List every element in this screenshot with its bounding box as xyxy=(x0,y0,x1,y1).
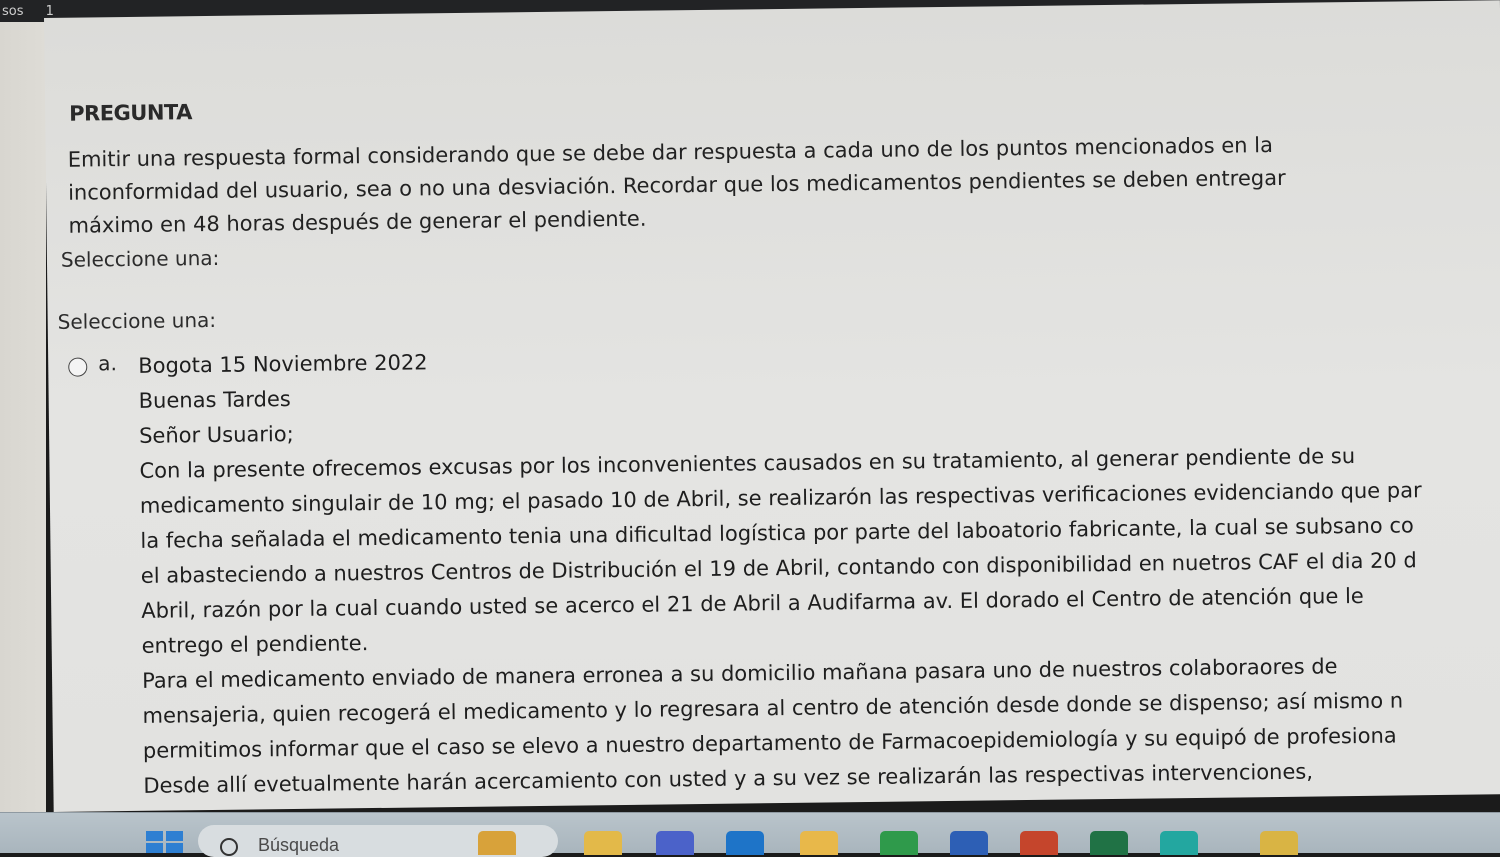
select-prompt-repeat: Seleccione una: xyxy=(57,307,217,334)
edge-icon[interactable] xyxy=(1160,831,1198,855)
teams-icon[interactable] xyxy=(656,831,694,855)
windows-start-icon[interactable] xyxy=(146,831,184,854)
option-line: Para el medicamento enviado de manera erronea a su domicilio mañana pasara uno de nuestros colaboraores de xyxy=(141,654,1338,693)
option-line: el abasteciendo a nuestros Centros de Distribución el 19 de Abril, contando con disponibilidad en nuetros CAF el dia 20 d xyxy=(140,548,1417,588)
top-strip-counter: 1 xyxy=(45,4,54,19)
outlook-icon[interactable] xyxy=(726,831,764,855)
option-line: medicamento singulair de 10 mg; el pasado 10 de Abril, se realizarón las respectivas verificaciones evidenciando que par xyxy=(139,478,1422,518)
word-icon[interactable] xyxy=(950,831,988,855)
option-text xyxy=(138,332,1500,804)
taskbar xyxy=(0,812,1500,853)
excel-icon[interactable] xyxy=(1090,831,1128,855)
misc-app-icon[interactable] xyxy=(1260,831,1298,855)
select-prompt: Seleccione una: xyxy=(60,245,220,272)
widgets-icon[interactable] xyxy=(478,831,516,855)
chrome-icon[interactable] xyxy=(880,831,918,855)
powerpoint-icon[interactable] xyxy=(1020,831,1058,855)
option-letter: a. xyxy=(98,351,117,376)
option-line: Buenas Tardes xyxy=(138,387,291,413)
question-text: Emitir una respuesta formal considerando que se debe dar respuesta a cada uno de los puntos mencionados en la inconformidad del usuario, sea o no una desviación. Recordar que los medicamentos pendientes se deben entregar máximo en 48 horas después de generar el pendiente. xyxy=(67,132,1286,238)
search-placeholder: Búsqueda xyxy=(258,835,340,855)
option-line: Abril, razón por la cual cuando usted se acerco el 21 de Abril a Audifarma av. El dorado el Centro de atención que le xyxy=(141,583,1364,623)
top-strip-text: sos xyxy=(2,4,24,19)
option-line: la fecha señalada el medicamento tenia una dificultad logística por parte del laboatorio fabricante, la cual se subsano co xyxy=(140,513,1414,553)
option-line: Con la presente ofrecemos excusas por los inconvenientes causados en su tratamiento, al generar pendiente de su xyxy=(139,444,1356,483)
option-line: permitimos informar que el caso se elevo a nuestro departamento de Farmacoepidemiología y su equipó de profesiona xyxy=(142,723,1397,763)
option-line: Desde allí evetualmente harán acercamiento con usted y a su vez se realizarán las respectivas intervenciones, xyxy=(143,759,1314,798)
option-line: Bogota 15 Noviembre 2022 xyxy=(138,350,428,378)
option-line: Señor Usuario; xyxy=(138,421,294,448)
quiz-content-area xyxy=(44,0,1500,812)
question-label: PREGUNTA xyxy=(69,100,193,126)
file-explorer-icon[interactable] xyxy=(584,831,622,855)
option-line: mensajeria, quien recogerá el medicamento y lo regresara al centro de atención desde donde se dispenso; así mismo n xyxy=(142,688,1404,728)
answer-option-a[interactable] xyxy=(68,332,1500,798)
folder-icon[interactable] xyxy=(800,831,838,855)
option-line: entrego el pendiente. xyxy=(141,631,369,658)
left-gutter xyxy=(0,22,46,812)
radio-button-a[interactable] xyxy=(68,357,87,376)
search-icon xyxy=(220,838,238,856)
